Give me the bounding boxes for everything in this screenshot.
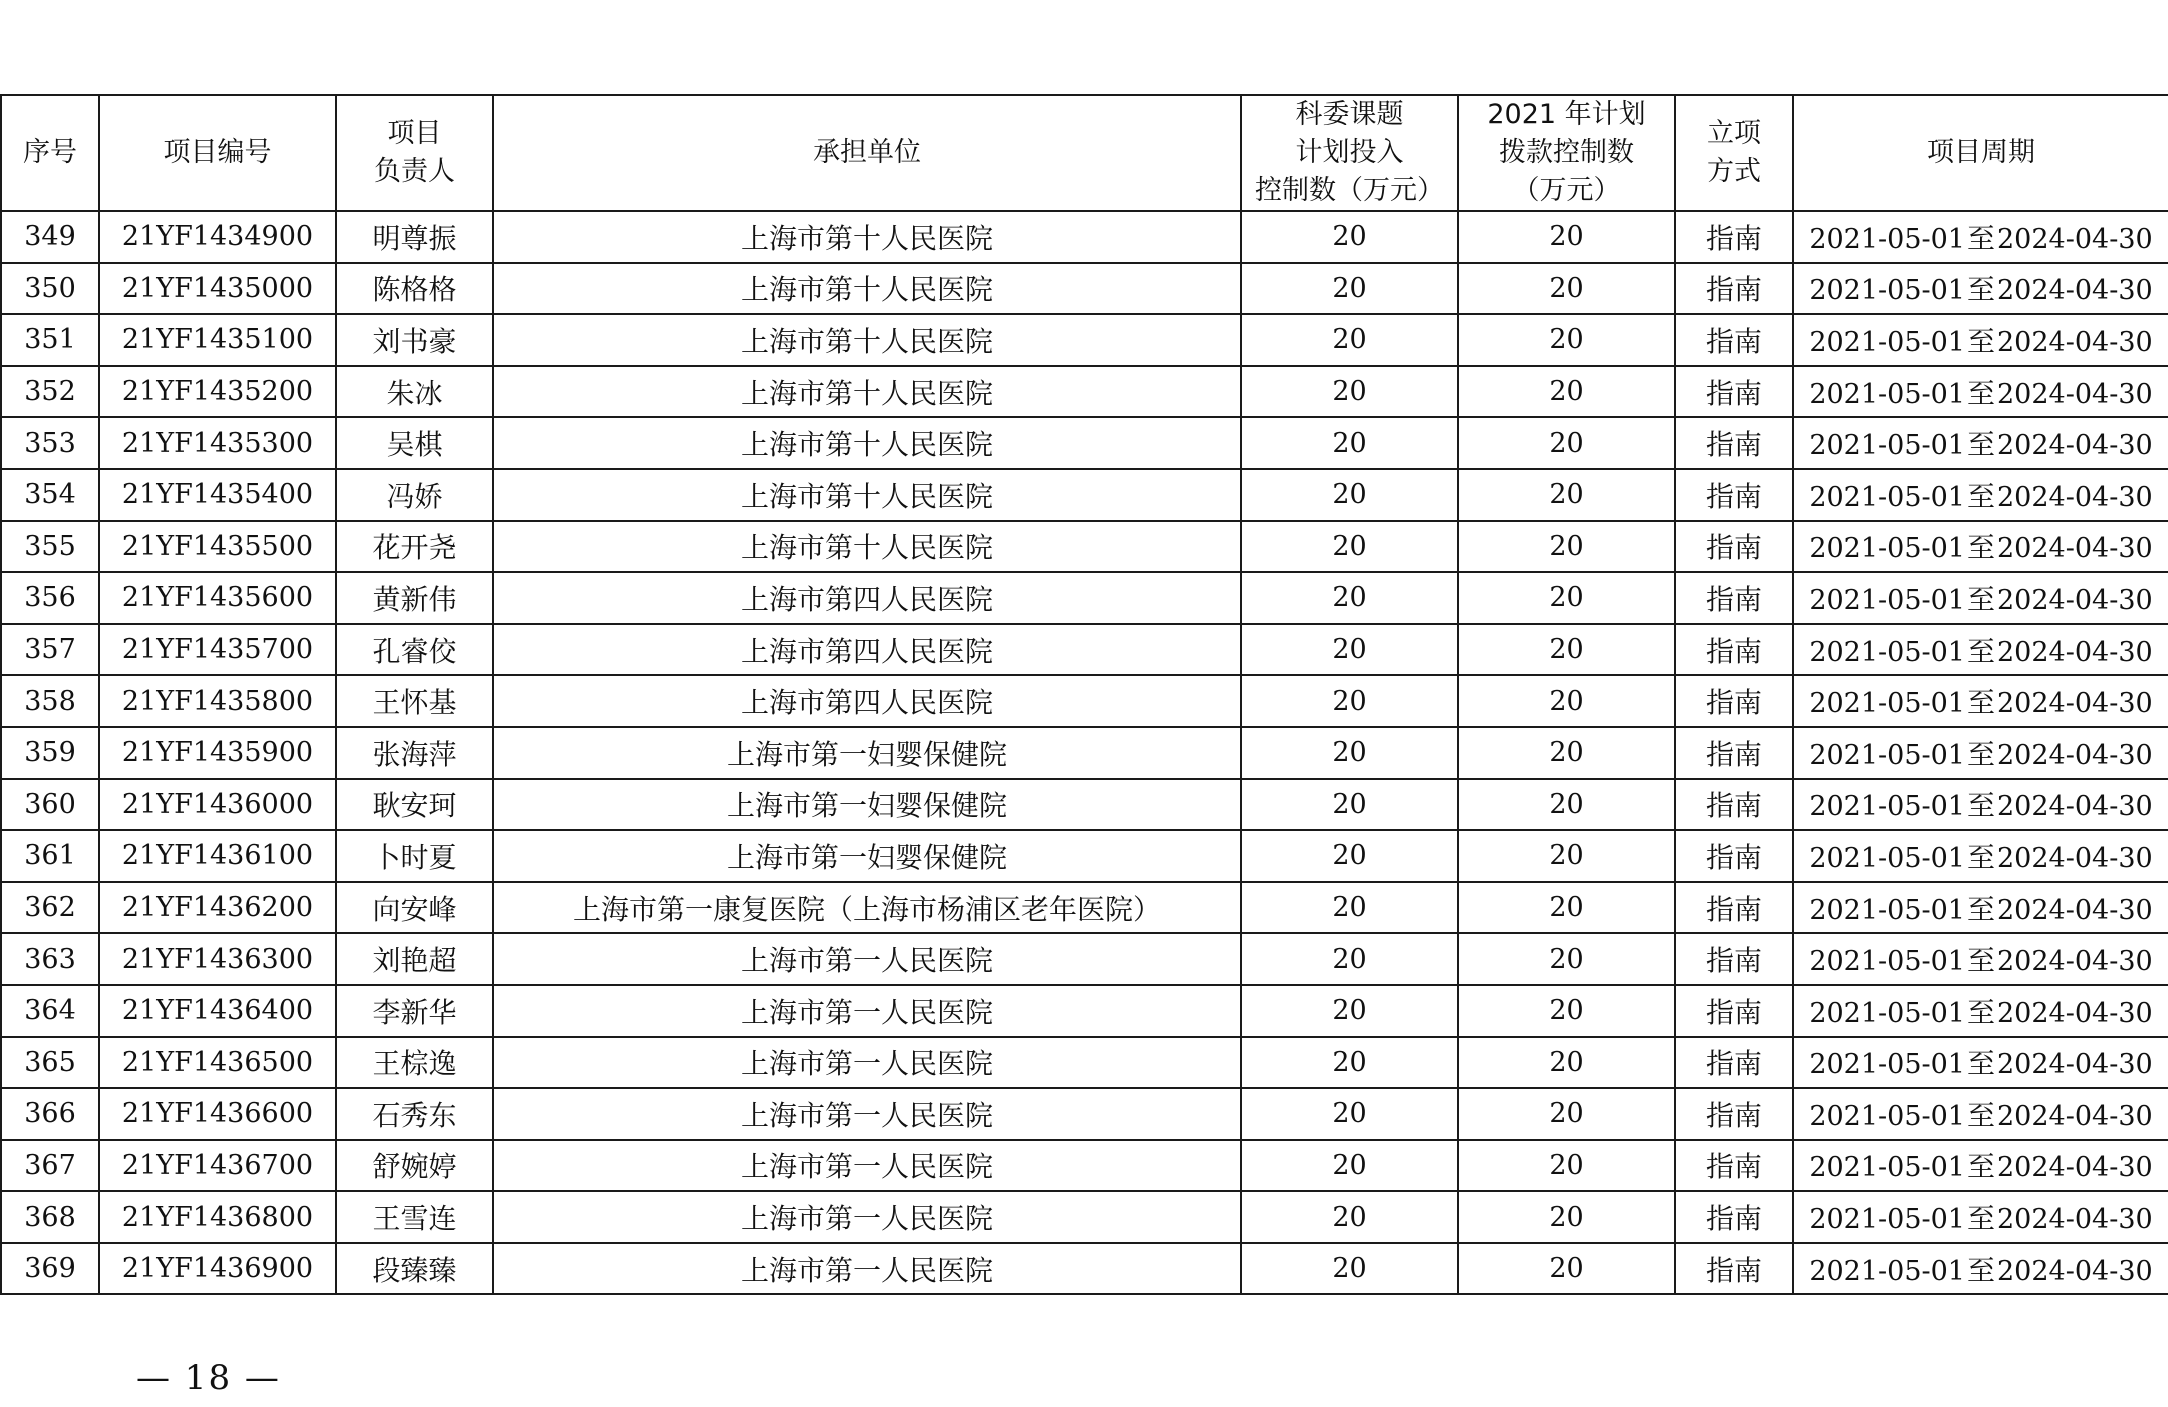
- period-sep: 至: [1966, 582, 1995, 616]
- table-row: [1, 727, 2168, 779]
- seq-cell: 356: [1, 572, 99, 624]
- table-row: [1, 1140, 2168, 1192]
- period-start: 2021-05-01: [1809, 326, 1965, 358]
- table-row: [1, 624, 2168, 676]
- funding-cell: 20: [1241, 830, 1458, 882]
- period-end: 2024-04-30: [1997, 533, 2153, 565]
- project-no-cell: 21YF1436200: [99, 882, 336, 934]
- period-cell: [1793, 1037, 2168, 1089]
- alloc-cell: 20: [1458, 1037, 1675, 1089]
- table-row: [1, 366, 2168, 418]
- funding-cell: 20: [1241, 1243, 1458, 1295]
- unit-cell: 上海市第一妇婴保健院: [493, 779, 1241, 831]
- unit-cell: 上海市第一人民医院: [493, 1037, 1241, 1089]
- method-cell: 指南: [1675, 624, 1793, 676]
- header-project-no: 项目编号: [99, 95, 336, 211]
- header-seq: 序号: [1, 95, 99, 211]
- period-end: 2024-04-30: [1997, 842, 2153, 874]
- period-cell: [1793, 521, 2168, 573]
- seq-cell: 358: [1, 675, 99, 727]
- period-cell: [1793, 985, 2168, 1037]
- seq-cell: 353: [1, 417, 99, 469]
- table-row: [1, 675, 2168, 727]
- method-cell: 指南: [1675, 211, 1793, 263]
- period-start: 2021-05-01: [1809, 1204, 1965, 1236]
- funding-cell: 20: [1241, 263, 1458, 315]
- leader-cell: 耿安珂: [336, 779, 493, 831]
- seq-cell: 361: [1, 830, 99, 882]
- period-end: 2024-04-30: [1997, 739, 2153, 771]
- period-cell: [1793, 675, 2168, 727]
- period-start: 2021-05-01: [1809, 791, 1965, 823]
- alloc-cell: 20: [1458, 366, 1675, 418]
- alloc-cell: 20: [1458, 933, 1675, 985]
- alloc-cell: 20: [1458, 779, 1675, 831]
- project-no-cell: 21YF1435300: [99, 417, 336, 469]
- leader-cell: 花开尧: [336, 521, 493, 573]
- period-cell: [1793, 1243, 2168, 1295]
- funding-cell: 20: [1241, 1037, 1458, 1089]
- unit-cell: 上海市第十人民医院: [493, 417, 1241, 469]
- method-cell: 指南: [1675, 1140, 1793, 1192]
- period-sep: 至: [1966, 634, 1995, 668]
- alloc-cell: 20: [1458, 830, 1675, 882]
- funding-cell: 20: [1241, 675, 1458, 727]
- method-cell: 指南: [1675, 1243, 1793, 1295]
- unit-cell: 上海市第一人民医院: [493, 1191, 1241, 1243]
- seq-cell: 360: [1, 779, 99, 831]
- period-cell: [1793, 933, 2168, 985]
- alloc-cell: 20: [1458, 521, 1675, 573]
- period-start: 2021-05-01: [1809, 275, 1965, 307]
- project-no-cell: 21YF1436900: [99, 1243, 336, 1295]
- project-no-cell: 21YF1436100: [99, 830, 336, 882]
- period-start: 2021-05-01: [1809, 1100, 1965, 1132]
- leader-cell: 王怀基: [336, 675, 493, 727]
- leader-cell: 向安峰: [336, 882, 493, 934]
- period-start: 2021-05-01: [1809, 636, 1965, 668]
- period-end: 2024-04-30: [1997, 430, 2153, 462]
- header-row: [1, 95, 2168, 211]
- period-start: 2021-05-01: [1809, 842, 1965, 874]
- project-no-cell: 21YF1435500: [99, 521, 336, 573]
- funding-cell: 20: [1241, 985, 1458, 1037]
- method-cell: 指南: [1675, 521, 1793, 573]
- leader-cell: 张海萍: [336, 727, 493, 779]
- unit-cell: 上海市第一妇婴保健院: [493, 727, 1241, 779]
- table-row: [1, 521, 2168, 573]
- header-alloc-2021: 2021 年计划 拨款控制数 （万元）: [1458, 95, 1675, 211]
- leader-cell: 朱冰: [336, 366, 493, 418]
- method-cell: 指南: [1675, 830, 1793, 882]
- period-cell: [1793, 882, 2168, 934]
- project-no-cell: 21YF1436600: [99, 1088, 336, 1140]
- table-row: [1, 1088, 2168, 1140]
- unit-cell: 上海市第十人民医院: [493, 211, 1241, 263]
- period-cell: [1793, 1088, 2168, 1140]
- method-cell: 指南: [1675, 314, 1793, 366]
- period-sep: 至: [1966, 995, 1995, 1029]
- period-sep: 至: [1966, 1202, 1995, 1236]
- seq-cell: 349: [1, 211, 99, 263]
- table-row: [1, 314, 2168, 366]
- period-cell: [1793, 211, 2168, 263]
- period-sep: 至: [1966, 1150, 1995, 1184]
- funding-cell: 20: [1241, 727, 1458, 779]
- table-row: [1, 211, 2168, 263]
- seq-cell: 366: [1, 1088, 99, 1140]
- seq-cell: 362: [1, 882, 99, 934]
- period-sep: 至: [1966, 428, 1995, 462]
- period-end: 2024-04-30: [1997, 1100, 2153, 1132]
- unit-cell: 上海市第一人民医院: [493, 985, 1241, 1037]
- seq-cell: 365: [1, 1037, 99, 1089]
- table-row: [1, 1037, 2168, 1089]
- unit-cell: 上海市第一人民医院: [493, 1140, 1241, 1192]
- leader-cell: 黄新伟: [336, 572, 493, 624]
- unit-cell: 上海市第一人民医院: [493, 933, 1241, 985]
- alloc-cell: 20: [1458, 263, 1675, 315]
- seq-cell: 357: [1, 624, 99, 676]
- seq-cell: 367: [1, 1140, 99, 1192]
- project-no-cell: 21YF1436500: [99, 1037, 336, 1089]
- leader-cell: 冯娇: [336, 469, 493, 521]
- seq-cell: 352: [1, 366, 99, 418]
- method-cell: 指南: [1675, 985, 1793, 1037]
- method-cell: 指南: [1675, 572, 1793, 624]
- period-cell: [1793, 1140, 2168, 1192]
- period-end: 2024-04-30: [1997, 326, 2153, 358]
- alloc-cell: 20: [1458, 882, 1675, 934]
- project-no-cell: 21YF1436000: [99, 779, 336, 831]
- period-end: 2024-04-30: [1997, 688, 2153, 720]
- header-leader: 项目 负责人: [336, 95, 493, 211]
- method-cell: 指南: [1675, 882, 1793, 934]
- funding-cell: 20: [1241, 1191, 1458, 1243]
- table-row: [1, 933, 2168, 985]
- method-cell: 指南: [1675, 417, 1793, 469]
- project-no-cell: 21YF1435700: [99, 624, 336, 676]
- alloc-cell: 20: [1458, 469, 1675, 521]
- period-sep: 至: [1966, 686, 1995, 720]
- seq-cell: 363: [1, 933, 99, 985]
- period-end: 2024-04-30: [1997, 946, 2153, 978]
- funding-cell: 20: [1241, 1088, 1458, 1140]
- period-start: 2021-05-01: [1809, 1152, 1965, 1184]
- project-no-cell: 21YF1435000: [99, 263, 336, 315]
- alloc-cell: 20: [1458, 572, 1675, 624]
- period-sep: 至: [1966, 1253, 1995, 1287]
- alloc-cell: 20: [1458, 314, 1675, 366]
- funding-cell: 20: [1241, 211, 1458, 263]
- period-sep: 至: [1966, 892, 1995, 926]
- method-cell: 指南: [1675, 263, 1793, 315]
- leader-cell: 王棕逸: [336, 1037, 493, 1089]
- alloc-cell: 20: [1458, 417, 1675, 469]
- period-start: 2021-05-01: [1809, 1255, 1965, 1287]
- leader-cell: 吴棋: [336, 417, 493, 469]
- header-funding: 科委课题 计划投入 控制数（万元）: [1241, 95, 1458, 211]
- project-no-cell: 21YF1435100: [99, 314, 336, 366]
- alloc-cell: 20: [1458, 1243, 1675, 1295]
- period-start: 2021-05-01: [1809, 481, 1965, 513]
- period-start: 2021-05-01: [1809, 223, 1965, 255]
- funding-cell: 20: [1241, 366, 1458, 418]
- period-cell: [1793, 417, 2168, 469]
- method-cell: 指南: [1675, 1088, 1793, 1140]
- table-row: [1, 1191, 2168, 1243]
- unit-cell: 上海市第四人民医院: [493, 624, 1241, 676]
- leader-cell: 王雪连: [336, 1191, 493, 1243]
- header-period: 项目周期: [1793, 95, 2168, 211]
- method-cell: 指南: [1675, 1037, 1793, 1089]
- project-no-cell: 21YF1436400: [99, 985, 336, 1037]
- seq-cell: 354: [1, 469, 99, 521]
- unit-cell: 上海市第四人民医院: [493, 572, 1241, 624]
- period-sep: 至: [1966, 324, 1995, 358]
- period-sep: 至: [1966, 944, 1995, 978]
- leader-cell: 刘书豪: [336, 314, 493, 366]
- unit-cell: 上海市第一人民医院: [493, 1243, 1241, 1295]
- funding-cell: 20: [1241, 779, 1458, 831]
- leader-cell: 刘艳超: [336, 933, 493, 985]
- unit-cell: 上海市第一人民医院: [493, 1088, 1241, 1140]
- alloc-cell: 20: [1458, 1191, 1675, 1243]
- period-sep: 至: [1966, 840, 1995, 874]
- period-sep: 至: [1966, 1098, 1995, 1132]
- unit-cell: 上海市第十人民医院: [493, 314, 1241, 366]
- leader-cell: 石秀东: [336, 1088, 493, 1140]
- funding-cell: 20: [1241, 882, 1458, 934]
- project-no-cell: 21YF1434900: [99, 211, 336, 263]
- leader-cell: 陈格格: [336, 263, 493, 315]
- period-cell: [1793, 779, 2168, 831]
- period-end: 2024-04-30: [1997, 791, 2153, 823]
- project-no-cell: 21YF1436700: [99, 1140, 336, 1192]
- period-end: 2024-04-30: [1997, 223, 2153, 255]
- method-cell: 指南: [1675, 366, 1793, 418]
- table-row: [1, 572, 2168, 624]
- period-start: 2021-05-01: [1809, 739, 1965, 771]
- table-row: [1, 469, 2168, 521]
- period-sep: 至: [1966, 789, 1995, 823]
- period-end: 2024-04-30: [1997, 1204, 2153, 1236]
- table-row: [1, 779, 2168, 831]
- project-table: [0, 94, 2168, 1295]
- project-no-cell: 21YF1435200: [99, 366, 336, 418]
- leader-cell: 孔睿佼: [336, 624, 493, 676]
- period-sep: 至: [1966, 531, 1995, 565]
- period-end: 2024-04-30: [1997, 636, 2153, 668]
- period-cell: [1793, 469, 2168, 521]
- alloc-cell: 20: [1458, 1140, 1675, 1192]
- funding-cell: 20: [1241, 521, 1458, 573]
- period-start: 2021-05-01: [1809, 688, 1965, 720]
- method-cell: 指南: [1675, 779, 1793, 831]
- seq-cell: 368: [1, 1191, 99, 1243]
- method-cell: 指南: [1675, 727, 1793, 779]
- funding-cell: 20: [1241, 572, 1458, 624]
- project-no-cell: 21YF1435600: [99, 572, 336, 624]
- period-end: 2024-04-30: [1997, 378, 2153, 410]
- period-start: 2021-05-01: [1809, 1049, 1965, 1081]
- period-start: 2021-05-01: [1809, 378, 1965, 410]
- alloc-cell: 20: [1458, 1088, 1675, 1140]
- alloc-cell: 20: [1458, 675, 1675, 727]
- project-no-cell: 21YF1436300: [99, 933, 336, 985]
- table-row: [1, 417, 2168, 469]
- table-body: [1, 211, 2168, 1294]
- period-end: 2024-04-30: [1997, 584, 2153, 616]
- period-end: 2024-04-30: [1997, 481, 2153, 513]
- project-no-cell: 21YF1436800: [99, 1191, 336, 1243]
- leader-cell: 明尊振: [336, 211, 493, 263]
- alloc-cell: 20: [1458, 624, 1675, 676]
- table-row: [1, 882, 2168, 934]
- period-cell: [1793, 263, 2168, 315]
- funding-cell: 20: [1241, 624, 1458, 676]
- method-cell: 指南: [1675, 933, 1793, 985]
- header-unit: 承担单位: [493, 95, 1241, 211]
- leader-cell: 段臻臻: [336, 1243, 493, 1295]
- table-row: [1, 1243, 2168, 1295]
- period-end: 2024-04-30: [1997, 275, 2153, 307]
- seq-cell: 359: [1, 727, 99, 779]
- period-end: 2024-04-30: [1997, 894, 2153, 926]
- period-end: 2024-04-30: [1997, 997, 2153, 1029]
- period-start: 2021-05-01: [1809, 584, 1965, 616]
- period-cell: [1793, 366, 2168, 418]
- project-no-cell: 21YF1435400: [99, 469, 336, 521]
- seq-cell: 351: [1, 314, 99, 366]
- method-cell: 指南: [1675, 469, 1793, 521]
- period-end: 2024-04-30: [1997, 1255, 2153, 1287]
- period-cell: [1793, 572, 2168, 624]
- unit-cell: 上海市第一妇婴保健院: [493, 830, 1241, 882]
- period-start: 2021-05-01: [1809, 533, 1965, 565]
- project-no-cell: 21YF1435900: [99, 727, 336, 779]
- funding-cell: 20: [1241, 933, 1458, 985]
- alloc-cell: 20: [1458, 727, 1675, 779]
- table-row: [1, 985, 2168, 1037]
- period-start: 2021-05-01: [1809, 946, 1965, 978]
- period-end: 2024-04-30: [1997, 1049, 2153, 1081]
- period-start: 2021-05-01: [1809, 894, 1965, 926]
- period-sep: 至: [1966, 479, 1995, 513]
- seq-cell: 369: [1, 1243, 99, 1295]
- period-cell: [1793, 314, 2168, 366]
- seq-cell: 355: [1, 521, 99, 573]
- funding-cell: 20: [1241, 1140, 1458, 1192]
- header-method: 立项 方式: [1675, 95, 1793, 211]
- period-start: 2021-05-01: [1809, 430, 1965, 462]
- table-row: [1, 263, 2168, 315]
- period-sep: 至: [1966, 221, 1995, 255]
- funding-cell: 20: [1241, 314, 1458, 366]
- unit-cell: 上海市第一康复医院（上海市杨浦区老年医院）: [493, 882, 1241, 934]
- period-cell: [1793, 1191, 2168, 1243]
- period-cell: [1793, 624, 2168, 676]
- leader-cell: 舒婉婷: [336, 1140, 493, 1192]
- period-start: 2021-05-01: [1809, 997, 1965, 1029]
- unit-cell: 上海市第四人民医院: [493, 675, 1241, 727]
- leader-cell: 李新华: [336, 985, 493, 1037]
- period-sep: 至: [1966, 737, 1995, 771]
- alloc-cell: 20: [1458, 985, 1675, 1037]
- period-end: 2024-04-30: [1997, 1152, 2153, 1184]
- unit-cell: 上海市第十人民医院: [493, 469, 1241, 521]
- leader-cell: 卜时夏: [336, 830, 493, 882]
- funding-cell: 20: [1241, 417, 1458, 469]
- seq-cell: 364: [1, 985, 99, 1037]
- table-row: [1, 830, 2168, 882]
- unit-cell: 上海市第十人民医院: [493, 521, 1241, 573]
- period-sep: 至: [1966, 273, 1995, 307]
- period-cell: [1793, 830, 2168, 882]
- period-sep: 至: [1966, 1047, 1995, 1081]
- alloc-cell: 20: [1458, 211, 1675, 263]
- unit-cell: 上海市第十人民医院: [493, 366, 1241, 418]
- method-cell: 指南: [1675, 675, 1793, 727]
- method-cell: 指南: [1675, 1191, 1793, 1243]
- page-number: — 18 —: [136, 1358, 281, 1398]
- period-cell: [1793, 727, 2168, 779]
- project-no-cell: 21YF1435800: [99, 675, 336, 727]
- period-sep: 至: [1966, 376, 1995, 410]
- seq-cell: 350: [1, 263, 99, 315]
- unit-cell: 上海市第十人民医院: [493, 263, 1241, 315]
- funding-cell: 20: [1241, 469, 1458, 521]
